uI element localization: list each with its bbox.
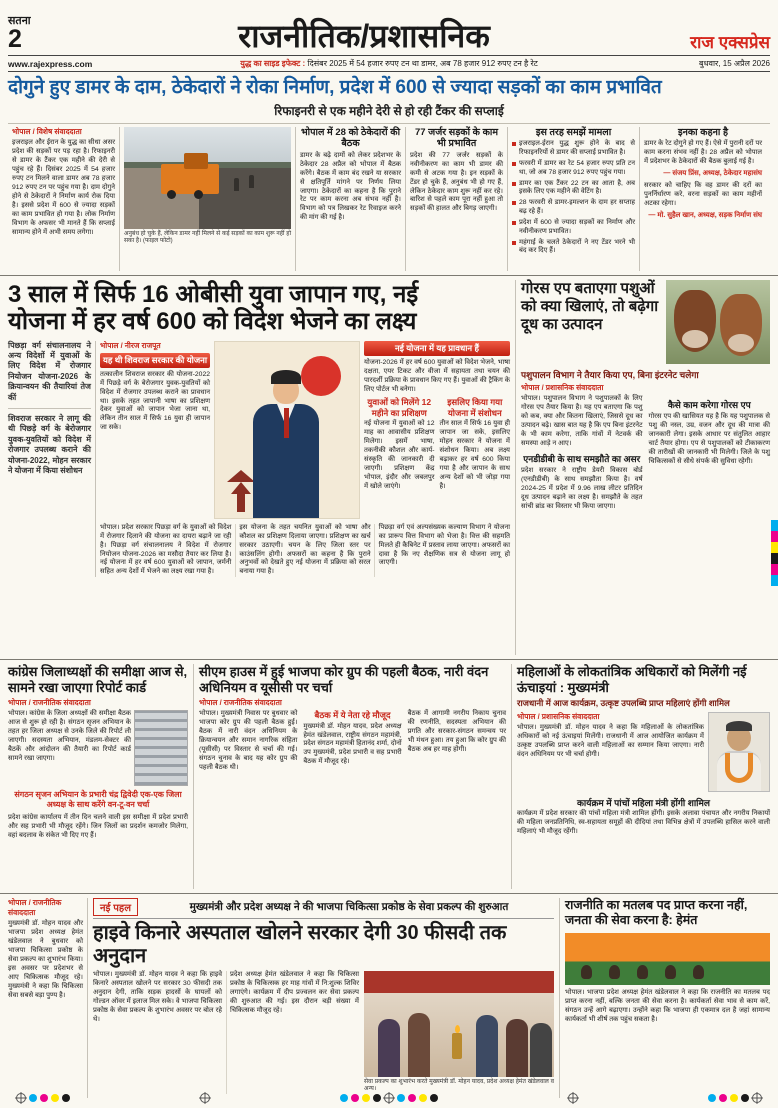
magenta-dot-icon bbox=[408, 1094, 416, 1102]
goras-app-story bbox=[516, 280, 770, 655]
hospital-body-text: भोपाल। मुख्यमंत्री डॉ. मोहन यादव ने कहा कि हाइवे किनारे अस्पताल खोलने पर सरकार 30 फीसदी तक अनुदान देगी, ताकि सड़क हादसों के घायलों को गोल्डन ऑवर में इलाज मिल सके। वे भाजपा चिकित्सा प्रकोष्ठ के सेवा प्रकल्प के शुभारंभ अवसर पर बोल रहे थे। प्रदेश अध्यक्ष हेमंत खंडेलवाल ने कहा कि चिकित्सा प्रकोष्ठ के चिकित्सक हर माह गांवों में नि:शुल्क शिविर लगाएंगे। कार्यक्रम में दीप प्रज्वलन कर सेवा प्रकल्प की शुरुआत की गई। इस दौरान बड़ी संख्या में चिकित्सक मौजूद रहे। bbox=[93, 970, 359, 1023]
page-number-box bbox=[8, 16, 78, 52]
black-dot-icon bbox=[430, 1094, 438, 1102]
nddb-subhead: एनडीडीबी के साथ समझौते का असर bbox=[523, 453, 641, 464]
obc-body-text: भोपाल। प्रदेश सरकार पिछड़ा वर्ग के युवाओं को विदेश में रोजगार दिलाने की योजना का दायरा बढ़ाने जा रही है। पिछड़ा वर्ग संचालनालय ने विदेश में रोजगार नियोजन योजना-2026 का मसौदा तैयार कर लिया है। नई योजना में हर वर्ष 600 युवाओं को जापान, जर्मनी सहित अन्य देशों में भेजने का लक्ष्य रखा गया है। इस योजना के तहत चयनित युवाओं को भाषा और कौशल का प्रशिक्षण दिलाया जाएगा। प्रशिक्षण का खर्च सरकार उठाएगी। चयन के लिए जिला स्तर पर काउंसलिंग होगी। अफसरों का कहना है कि पुराने अनुभवों को देखते हुए नई योजना में प्रक्रिया को सरल बनाया गया है। पिछड़ा वर्ग एवं अल्पसंख्यक कल्याण विभाग ने योजना का प्रारूप वित्त विभाग को भेजा है। वित्त की सहमति मिलते ही कैबिनेट में प्रस्ताव लाया जाएगा। अफसरों का दावा है कि नए शैक्षणिक सत्र से योजना लागू हो जाएगी। bbox=[100, 523, 510, 576]
column-text: प्रदेश की 77 जर्जर सड़कों के नवीनीकरण का काम भी डामर की कमी से अटक गया है। इन सड़कों के टेंडर हो चुके हैं, अनुबंध भी हो गए हैं, लेकिन ठेकेदार काम शुरू नहीं कर रहे। बारिश से पहले काम पूरा नहीं हुआ तो सड़कों की हालत और बिगड़ जाएगी। bbox=[410, 151, 503, 213]
how-it-works-subhead: कैसे काम करेगा गोरस एप bbox=[667, 399, 751, 410]
ceremony-caption: सेवा प्रकल्प का शुभारंभ करते मुख्यमंत्री डॉ. मोहन यादव, प्रदेश अध्यक्ष हेमंत खंडेलवाल व अन्य। bbox=[364, 1078, 554, 1093]
yellow-dot-icon bbox=[362, 1094, 370, 1102]
section-title-wrap bbox=[78, 20, 650, 52]
lamp-lighting-photo bbox=[364, 971, 554, 1094]
women-rights-story: महिलाओं के लोकतांत्रिक अधिकारों को मिलेंगी नई ऊंचाइयां : मुख्यमंत्री राजधानी में आज कार्यक्रम, उत्कृष्ट उपलब्धि प्राप्त महिलाएं होंगी शामिल भोपाल / प्रशासनिक संवाददाता भोपाल। मुख्यमंत्री डॉ. मोहन यादव ने कहा कि महिलाओं के लोकतांत्रिक अधिकारों को नई ऊंचाइयां मिलेंगी। राजधानी में आज आयोजित कार्यक्रम में उत्कृष्ट उपलब्धि प्राप्त करने वाली महिलाओं का सम्मान किया जाएगा। नारी वंदन अधिनियम पर भी चर्चा होगी। कार्यक्रम में पांचों महिला मंत्री होंगी शामिल कार्यक्रम में प्रदेश सरकार की पांचों महिला मंत्री शामिल होंगी। इसके अलावा पंचायत और नगरीय निकायों की महिला जनप्रतिनिधि, स्व-सहायता समूहों की दीदियां तथा विभिन्न क्षेत्रों में उपलब्धि हासिल करने वाली महिलाएं भी मौजूद रहेंगी। bbox=[517, 663, 770, 836]
women-headline: महिलाओं के लोकतांत्रिक अधिकारों को मिलेंगी नई ऊंचाइयां : मुख्यमंत्री bbox=[517, 663, 747, 696]
hospital-intro-column bbox=[8, 898, 88, 1098]
cyan-dot-icon bbox=[708, 1094, 716, 1102]
women-byline: भोपाल / प्रशासनिक संवाददाता bbox=[517, 712, 600, 722]
standfirst-2: शिवराज सरकार ने लागू की थी पिछड़े वर्ग के बेरोजगार युवक-युवतियों को विदेश में रोजगार उपलब्ध कराने की योजना-2022, मोहन सरकार ने योजना में किया संशोधन bbox=[8, 413, 91, 475]
new-scheme-ribbon: नई योजना में यह प्रावधान हैं bbox=[364, 341, 510, 356]
issue-date: बुधवार, 15 अप्रैल 2026 bbox=[699, 59, 770, 68]
print-registration-marks bbox=[0, 1091, 778, 1105]
bottom-band bbox=[8, 898, 770, 1098]
hospital-strip-headline: मुख्यमंत्री और प्रदेश अध्यक्ष ने की भाजपा चिकित्सा प्रकोष्ठ के सेवा प्रकल्प की शुरुआत bbox=[189, 900, 509, 913]
bullet-item: महंगाई के चलते ठेकेदारों ने नए टेंडर भरने भी बंद कर दिए हैं। bbox=[512, 239, 635, 257]
cm-portrait-photo bbox=[708, 712, 770, 792]
lead-columns bbox=[8, 123, 770, 271]
magenta-dot-icon bbox=[719, 1094, 727, 1102]
damaged-roads-column bbox=[406, 127, 508, 271]
obc-standfirst bbox=[8, 341, 96, 578]
magenta-dot-icon bbox=[351, 1094, 359, 1102]
registration-crosshair-icon bbox=[16, 1093, 26, 1103]
congress-body: भोपाल। कांग्रेस के जिला अध्यक्षों की समीक्षा बैठक आज से शुरू हो रही है। संगठन सृजन अभियान के तहत हर जिला अध्यक्ष से उनके जिले की रिपोर्ट ली जाएगी। सदस्यता अभियान, मंडलम-सेक्टर की बैठकें और आंदोलन की तैयारी का रिपोर्ट कार्ड सामने रखा जाएगा। bbox=[8, 710, 131, 763]
section-title: राजनीतिक/प्रशासनिक bbox=[238, 18, 490, 54]
person-silhouette bbox=[637, 965, 648, 979]
lamp-flame bbox=[455, 1025, 460, 1033]
hemant-story bbox=[560, 898, 770, 1098]
hospital-byline: भोपाल / राजनीतिक संवाददाता bbox=[8, 897, 62, 917]
congress-office-photo bbox=[134, 710, 188, 786]
bullet-item: इजराइल-ईरान युद्ध शुरू होने के बाद से रिफाइनरियों से डामर की सप्लाई प्रभावित है। bbox=[512, 140, 635, 158]
hospital-headline: हाइवे किनारे अस्पताल खोलने सरकार देगी 30 फीसदी तक अनुदान bbox=[93, 921, 507, 967]
yellow-patch bbox=[771, 542, 778, 553]
yellow-dot-icon bbox=[51, 1094, 59, 1102]
obc-new-scheme-column bbox=[364, 341, 510, 519]
core-group-story bbox=[194, 664, 512, 889]
column-title: इनका कहना है bbox=[677, 126, 729, 138]
person-silhouette bbox=[581, 965, 592, 979]
cow-figure bbox=[674, 290, 716, 352]
pagoda-icon bbox=[227, 470, 255, 482]
goras-right-column: कैसे काम करेगा गोरस एप गोरस एप की खासियत यह है कि यह पशुपालक से पशु की नस्ल, उम्र, वजन और दूध की मात्रा की जानकारी लेगा। इसके आधार पर संतुलित आहार चार्ट तैयार होगा। एप से पशुपालकों को टीकाकरण की तारीखों की जानकारी भी मिलेगी। जिले के पशु चिकित्सकों से सीधे संपर्क की सुविधा रहेगी। bbox=[648, 399, 770, 465]
dateline-bar bbox=[8, 55, 770, 72]
section-divider bbox=[0, 659, 778, 660]
hemant-headline: राजनीति का मतलब पद प्राप्त करना नहीं, जनता की सेवा करना है: हेमंत bbox=[565, 897, 748, 928]
japan-sun-icon bbox=[301, 356, 341, 396]
yellow-dot-icon bbox=[419, 1094, 427, 1102]
column-title: 77 जर्जर सड़कों के काम भी प्रभावित bbox=[414, 126, 499, 150]
bullet-item: प्रदेश में 600 से ज्यादा सड़कों का निर्माण और नवीनीकरण प्रभावित। bbox=[512, 219, 635, 237]
registration-crosshair-icon bbox=[752, 1093, 762, 1103]
person-silhouette bbox=[476, 1015, 498, 1077]
black-dot-icon bbox=[741, 1094, 749, 1102]
column-title: भोपाल में 28 को ठेकेदारों की बैठक bbox=[300, 126, 401, 150]
new-scheme-text: योजना-2026 में हर वर्ष 600 युवाओं को विदेश भेजने, भाषा दक्षता, एयर टिकट और वीजा में सहायता तथा चयन की पारदर्शी प्रक्रिया के प्रावधान किए गए हैं। युवाओं की ट्रैकिंग के लिए पोर्टल भी बनेगा। bbox=[364, 358, 510, 393]
cows-photo bbox=[666, 280, 770, 364]
bullet-item: 28 फरवरी से डामर-इमल्शन के दाम हर सप्ताह बढ़ रहे हैं। bbox=[512, 199, 635, 217]
person-silhouette bbox=[378, 1019, 400, 1077]
person-silhouette bbox=[665, 965, 676, 979]
magenta-patch bbox=[771, 531, 778, 542]
nai-pahal-label: नई पहल bbox=[93, 898, 138, 916]
black-dot-icon bbox=[62, 1094, 70, 1102]
edition-city: सतना bbox=[8, 15, 31, 27]
ceremonial-lamp bbox=[452, 1033, 462, 1059]
contractor-meeting-column bbox=[296, 127, 406, 271]
congress-highlight: संगठन सृजन अभियान के प्रभारी चंद्र द्विवेदी एक-एक जिला अध्यक्ष के साथ करेंगे वन-टू-वन चर्चा bbox=[14, 790, 182, 810]
road-construction-photo bbox=[120, 127, 296, 271]
magenta-patch bbox=[771, 564, 778, 575]
color-calibration-strip bbox=[771, 520, 778, 586]
amendment-subbox: इसलिए किया गया योजना में संशोधन तीन साल में सिर्फ 16 युवा ही जापान जा सके, इसलिए मोहन सरकार ने योजना में संशोधन किया। अब लक्ष्य बढ़ाकर हर वर्ष 600 किया गया है और जापान के साथ अन्य देशों को भी जोड़ा गया है। bbox=[439, 397, 510, 490]
bullet-item: डामर का एक टैंकर 22 टन का आता है, अब इसके लिए एक महीने की वेटिंग है। bbox=[512, 180, 635, 198]
lead-subhead: रिफाइनरी से एक महीने देरी से हो रही टैंकर की सप्लाई bbox=[274, 103, 504, 118]
japan-jobs-illustration bbox=[214, 341, 360, 519]
yellow-dot-icon bbox=[730, 1094, 738, 1102]
cyan-patch bbox=[771, 575, 778, 586]
quote-attribution: — मो. सुहैल खान, अध्यक्ष, सड़क निर्माण संघ bbox=[648, 212, 762, 220]
women-ministers-subhead: कार्यक्रम में पांचों महिला मंत्री होंगी शामिल bbox=[576, 798, 710, 809]
cyan-dot-icon bbox=[340, 1094, 348, 1102]
registration-crosshair-icon bbox=[384, 1093, 394, 1103]
bullet-item: फरवरी में डामर का रेट 54 हजार रुपए प्रति टन था, जो अब 78 हजार 912 रुपए पहुंच गया। bbox=[512, 160, 635, 178]
stage-banner bbox=[364, 971, 554, 993]
goras-byline: भोपाल / प्रशासनिक संवाददाता bbox=[521, 382, 604, 392]
worker-silhouette bbox=[234, 178, 239, 191]
strip-text: दिसंबर 2025 में 54 हजार रुपए टन था डामर, अब 78 हजार 912 रुपए टन है रेट bbox=[307, 59, 538, 68]
lead-text-column bbox=[8, 127, 120, 271]
lead-story bbox=[8, 77, 770, 271]
cyan-dot-icon bbox=[29, 1094, 37, 1102]
person-silhouette bbox=[609, 965, 620, 979]
masthead bbox=[8, 6, 770, 52]
lead-paragraph: इजराइल और ईरान के युद्ध का सीधा असर प्रदेश की सड़कों पर पड़ रहा है। रिफाइनरी से डामर के टैंकर एक महीने की देरी से पहुंच रहे हैं। दिसंबर 2025 में 54 हजार रुपए टन मिलने वाला डामर अब 78 हजार 912 रुपए टन पर पहुंच गया है। दाम दोगुने होने से ठेकेदारों ने निर्माण कार्य रोक दिया है। इससे प्रदेश में 600 से ज्यादा सड़कों का काम प्रभावित हो गया है। लोक निर्माण विभाग के अफसर भी मानते हैं कि सप्लाई सामान्य होने में अभी समय लगेगा। bbox=[12, 138, 115, 236]
obc-japan-story bbox=[8, 280, 516, 655]
lead-headline: दोगुने हुए डामर के दाम, ठेकेदारों ने रोका निर्माण, प्रदेश में 600 से ज्यादा सड़कों का काम प्रभावित bbox=[8, 77, 662, 98]
congress-review-story bbox=[8, 664, 194, 889]
quote-text: सरकार को चाहिए कि वह डामर की दरों का पुनर्निर्धारण करे, वरना सड़कों का काम महीनों अटका रहेगा। bbox=[644, 182, 762, 208]
explainer-column bbox=[508, 127, 640, 271]
section-divider bbox=[0, 275, 778, 276]
quote-attribution: — संजय प्रिंस, अध्यक्ष, ठेकेदार महासंघ bbox=[663, 170, 762, 178]
magenta-dot-icon bbox=[40, 1094, 48, 1102]
person-silhouette bbox=[506, 1019, 528, 1077]
person-silhouette bbox=[530, 1023, 552, 1077]
coregroup-headline: सीएम हाउस में हुई भाजपा कोर ग्रुप की पहली बैठक, नारी वंदन अधिनियम व यूसीसी पर चर्चा bbox=[199, 663, 489, 696]
column-title: इस तरह समझें मामला bbox=[535, 126, 612, 138]
registration-crosshair-icon bbox=[200, 1093, 210, 1103]
explainer-bullets bbox=[512, 140, 635, 256]
old-scheme-ribbon: यह थी शिवराज सरकार की योजना bbox=[100, 353, 210, 368]
obc-headline bbox=[8, 282, 510, 336]
coregroup-body: बैठक में आगामी नगरीय निकाय चुनाव की रणनीति, सदस्यता अभियान की प्रगति और सरकार-संगठन समन्वय पर भी मंथन हुआ। तय हुआ कि कोर ग्रुप की बैठक अब हर माह होगी। bbox=[407, 710, 506, 754]
coregroup-byline: भोपाल / राजनीतिक संवाददाता bbox=[199, 698, 282, 708]
website-url: www.rajexpress.com bbox=[8, 58, 93, 69]
brand-name: राज एक्सप्रेस bbox=[690, 33, 770, 53]
hospital-intro: मुख्यमंत्री डॉ. मोहन यादव और भाजपा प्रदेश अध्यक्ष हेमंत खंडेलवाल ने बुधवार को भाजपा चिकित्सा प्रकोष्ठ के सेवा प्रकल्प का शुभारंभ किया। इस अवसर पर प्रदेशभर से आए चिकित्सक मौजूद रहे। मुख्यमंत्री ने कहा कि चिकित्सा सेवा सबसे बड़ा पुण्य है। bbox=[8, 919, 83, 999]
cyan-dot-icon bbox=[397, 1094, 405, 1102]
standfirst-1: पिछड़ा वर्ग संचालनालय ने अन्य विदेशों में युवाओं के लिए विदेश में रोजगार नियोजन योजना-2026 के क्रियान्वयन की तैयारियां तेज कीं bbox=[8, 341, 91, 409]
coregroup-body: भोपाल। मुख्यमंत्री निवास पर बुधवार को भाजपा कोर ग्रुप की पहली बैठक हुई। बैठक में नारी वंदन अधिनियम के क्रियान्वयन और समान नागरिक संहिता (यूसीसी) पर विस्तार से चर्चा की गई। संगठन चुनाव के बाद यह कोर ग्रुप की पहली बैठक थी। bbox=[199, 710, 298, 772]
old-scheme-text: तत्कालीन शिवराज सरकार की योजना-2022 में पिछड़े वर्ग के बेरोजगार युवक-युवतियों को विदेश में रोजगार उपलब्ध कराने का प्रावधान था। इसके तहत जापानी भाषा का प्रशिक्षण देकर युवाओं को जापान भेजा जाना था, लेकिन तीन साल में सिर्फ 16 युवा ही जापान जा सके। bbox=[100, 370, 210, 432]
training-subbox: युवाओं को मिलेंगे 12 महीने का प्रशिक्षण नई योजना में युवाओं को 12 माह का आवासीय प्रशिक्षण मिलेगा। इसमें भाषा, तकनीकी कौशल और कार्य-संस्कृति की जानकारी दी जाएगी। प्रशिक्षण केंद्र भोपाल, इंदौर और जबलपुर में खोले जाएंगे। bbox=[364, 397, 435, 490]
congress-headline: कांग्रेस जिलाध्यक्षों की समीक्षा आज से, सामने रखा जाएगा रिपोर्ट कार्ड bbox=[8, 663, 188, 696]
brand-logo bbox=[650, 34, 770, 52]
paver-cab bbox=[184, 153, 208, 169]
obc-byline: भोपाल / नीरज राजपूत bbox=[100, 340, 161, 350]
section-divider bbox=[0, 893, 778, 894]
strip-label: युद्ध का साइड इफेक्ट : bbox=[240, 59, 306, 68]
goras-subhead: पशुपालन विभाग ने तैयार किया एप, बिना इंटरनेट चलेगा bbox=[521, 369, 699, 380]
worker-silhouette bbox=[249, 175, 254, 188]
obc-headline-line1: 3 साल में सिर्फ 16 ओबीसी युवा जापान गए, नई bbox=[8, 280, 419, 308]
road-photo-caption: अनुबंध हो चुके हैं, लेकिन डामर नहीं मिलने से कई सड़कों का काम शुरू नहीं हो सका है। (फाइल फोटो) bbox=[124, 230, 291, 245]
congress-body: प्रदेश कांग्रेस कार्यालय में तीन दिन चलने वाली इस समीक्षा में प्रदेश प्रभारी और सह प्रभारी भी मौजूद रहेंगे। जिन जिलों का प्रदर्शन कमजोर मिलेगा, वहां बदलाव के संकेत भी दिए गए हैं। bbox=[8, 814, 188, 840]
cyan-patch bbox=[771, 520, 778, 531]
obc-old-scheme-column bbox=[100, 341, 210, 519]
goras-headline: गोरस एप बताएगा पशुओं को क्या खिलाएं, तो बढ़ेगा दूध का उत्पादन bbox=[521, 279, 659, 334]
cow-figure bbox=[720, 294, 762, 356]
garland bbox=[725, 753, 753, 783]
second-band bbox=[8, 280, 770, 655]
page-number: 2 bbox=[8, 25, 22, 53]
hemant-body: भोपाल। भाजपा प्रदेश अध्यक्ष हेमंत खंडेलवाल ने कहा कि राजनीति का मतलब पद प्राप्त करना नहीं, बल्कि जनता की सेवा करना है। कार्यकर्ता सेवा भाव से काम करें, संगठन उन्हें आगे बढ़ाएगा। उन्होंने कहा कि भाजपा ही एकमात्र दल है जहां सामान्य कार्यकर्ता भी शीर्ष तक पहुंच सकता है। bbox=[565, 989, 770, 1023]
congress-byline: भोपाल / राजनीतिक संवाददाता bbox=[8, 698, 91, 708]
registration-crosshair-icon bbox=[568, 1093, 578, 1103]
third-band bbox=[8, 664, 770, 889]
black-patch bbox=[771, 553, 778, 564]
obc-headline-line2: योजना में हर वर्ष 600 को विदेश भेजने का लक्ष्य bbox=[8, 307, 417, 335]
hospital-story bbox=[88, 898, 560, 1098]
women-subhead: राजधानी में आज कार्यक्रम, उत्कृष्ट उपलब्धि प्राप्त महिलाएं होंगी शामिल bbox=[517, 698, 730, 709]
bjp-event-photo bbox=[565, 933, 770, 985]
person-silhouette bbox=[693, 965, 704, 979]
leaders-present-box: बैठक में ये नेता रहे मौजूद मुख्यमंत्री डॉ. मोहन यादव, प्रदेश अध्यक्ष हेमंत खंडेलवाल, राष्ट्रीय संगठन महामंत्री, प्रदेश संगठन महामंत्री हितानंद शर्मा, दोनों उप मुख्यमंत्री, प्रदेश प्रभारी व सह प्रभारी बैठक में मौजूद रहे। bbox=[303, 710, 402, 766]
lead-byline: भोपाल / विशेष संवाददाता bbox=[12, 126, 82, 136]
person-silhouette bbox=[408, 1013, 430, 1077]
black-dot-icon bbox=[373, 1094, 381, 1102]
goras-left-column: भोपाल। पशुपालन विभाग ने पशुपालकों के लिए गोरस एप तैयार किया है। यह एप बताएगा कि पशु को कब, क्या और कितना खिलाएं, जिससे दूध का उत्पादन बढ़े। खास बात यह है कि एप बिना इंटरनेट के भी काम करेगा, ताकि गांवों में नेटवर्क की समस्या आड़े न आए। एनडीडीबी के साथ समझौते का असर प्रदेश सरकार ने राष्ट्रीय डेयरी विकास बोर्ड (एनडीडीबी) के साथ समझौता किया है। वर्ष 2024-25 में प्रदेश में 9.96 लाख लीटर प्रतिदिन दूध उत्पादन बढ़ाने का लक्ष्य है। समझौते के तहत सांची ब्रांड का विस्तार भी किया जाएगा। bbox=[521, 394, 643, 510]
quote-text: डामर के रेट दोगुने हो गए हैं। ऐसे में पुरानी दरों पर काम करना संभव नहीं है। 28 अप्रैल को भोपाल में प्रदेशभर के ठेकेदारों की बैठक बुलाई गई है। bbox=[644, 140, 762, 166]
top-strip-headline bbox=[118, 58, 660, 69]
women-body: भोपाल। मुख्यमंत्री डॉ. मोहन यादव ने कहा कि महिलाओं के लोकतांत्रिक अधिकारों को नई ऊंचाइयां मिलेंगी। राजधानी में आज आयोजित कार्यक्रम में उत्कृष्ट उपलब्धि प्राप्त करने वाली महिलाओं का सम्मान किया जाएगा। नारी वंदन अधिनियम पर भी चर्चा होगी। bbox=[517, 724, 704, 759]
quotes-column bbox=[640, 127, 766, 271]
column-text: डामर के बढ़े दामों को लेकर प्रदेशभर के ठेकेदार 28 अप्रैल को भोपाल में बैठक करेंगे। बैठक में काम बंद रखने या सरकार से क्षतिपूर्ति मांगने पर निर्णय लिया जाएगा। ठेकेदारों का कहना है कि पुराने रेट पर काम करना अब संभव नहीं है। विभाग को पत्र लिखकर रेट रिवाइज करने की मांग की गई है। bbox=[300, 151, 401, 222]
